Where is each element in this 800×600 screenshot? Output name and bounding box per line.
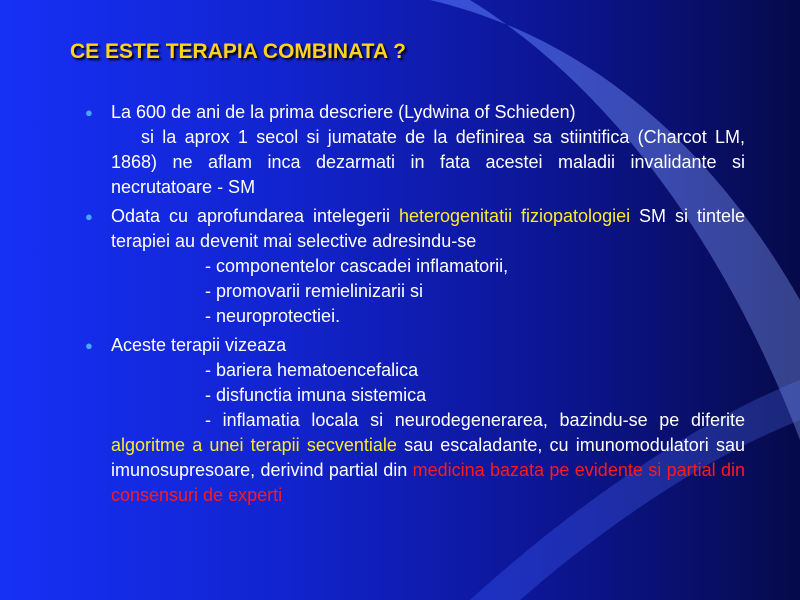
bullet-dot-icon: ● bbox=[85, 105, 93, 120]
bullet-3-last-paragraph bbox=[111, 408, 745, 508]
bullet-dot-icon: ● bbox=[85, 338, 93, 353]
bullet-item-3 bbox=[85, 333, 745, 508]
bullet-dot-icon: ● bbox=[85, 209, 93, 224]
bullet-3-sub-item: - bariera hematoencefalica bbox=[205, 360, 419, 380]
slide-title: CE ESTE TERAPIA COMBINATA ? bbox=[70, 40, 406, 63]
bullet-3-highlight-red: medicina bazata pe evidente si partial din consensuri de experti bbox=[111, 460, 745, 505]
bullet-1-line-2: si la aprox 1 secol si jumatate de la definirea sa stiintifica (Charcot LM, 1868) ne aflam inca dezarmati in fata acestei maladii invalidante si necrutatoare - SM bbox=[111, 127, 745, 197]
bullet-2-sub-item: - promovarii remielinizarii si bbox=[205, 281, 424, 301]
bullet-1-line-1: La 600 de ani de la prima descriere (Lydwina of Schieden) bbox=[111, 102, 576, 122]
bullet-item-1 bbox=[85, 100, 745, 200]
bullet-2-text bbox=[111, 204, 745, 254]
bullet-3-highlight-yellow: algoritme a unei terapii secventiale bbox=[111, 435, 397, 455]
bullet-3-last-part-1: - inflamatia locala si neurodegenerarea, bazindu-se pe diferite bbox=[205, 410, 745, 430]
bullet-3-text: Aceste terapii vizeaza bbox=[111, 335, 287, 355]
bullet-3-sub-item: - disfunctia imuna sistemica bbox=[205, 385, 427, 405]
bullet-2-highlight: heterogenitatii fiziopatologiei bbox=[398, 206, 631, 226]
bullet-3-last-part-2: sau escaladante, cu imunomodulatori sau imunosupresoare, derivind partial din bbox=[111, 435, 746, 480]
bullet-2-text-before: Odata cu aprofundarea intelegerii bbox=[111, 206, 399, 226]
bullet-item-2 bbox=[85, 204, 745, 329]
bullet-2-sub-item: - neuroprotectiei. bbox=[205, 306, 341, 326]
bullet-2-text-after: SM si tintele terapiei au devenit mai selective adresindu-se bbox=[111, 206, 745, 251]
bullet-2-sub-item: - componentelor cascadei inflamatorii, bbox=[205, 256, 509, 276]
slide-content bbox=[85, 100, 745, 512]
